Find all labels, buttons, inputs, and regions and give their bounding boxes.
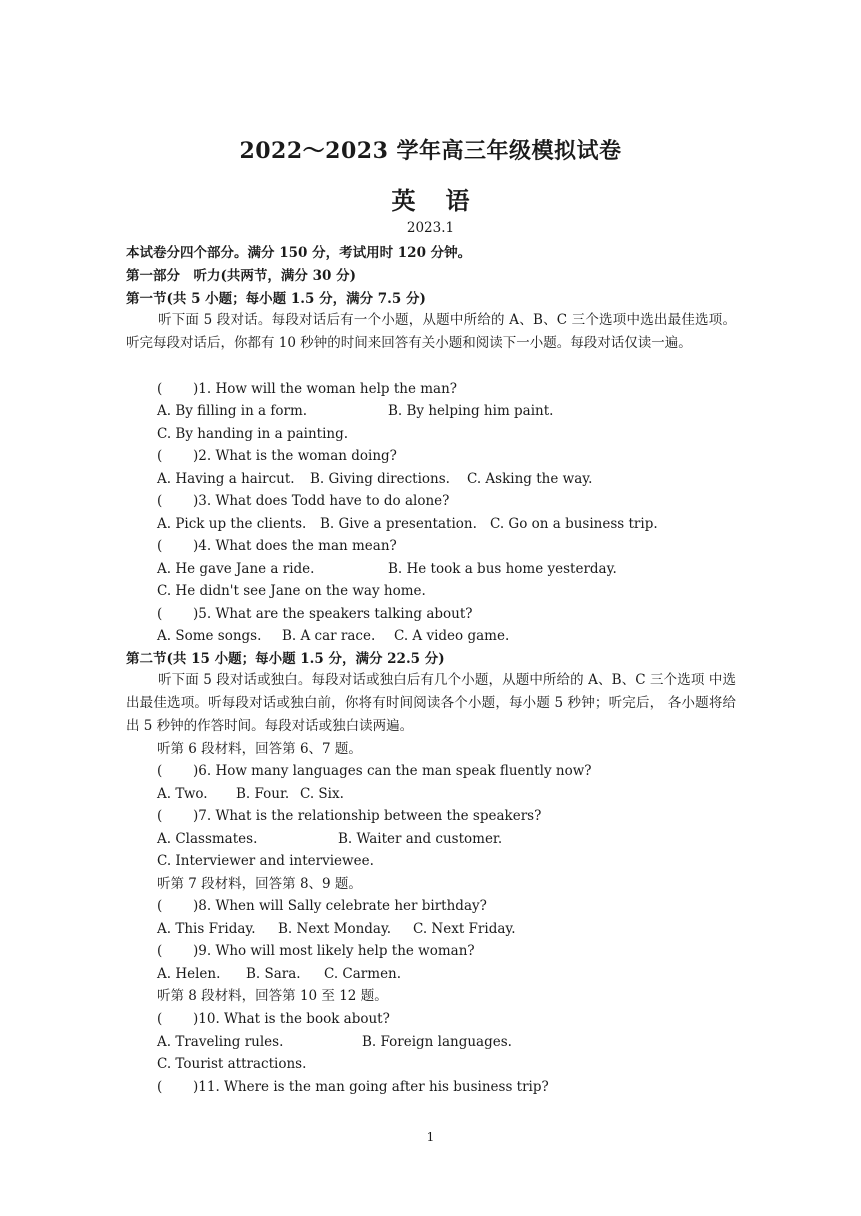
part1-heading: 第一部分 听力(共两节，满分 30 分) — [126, 268, 356, 284]
subject-heading: 英语 — [391, 186, 500, 215]
answer-blank: ( — [157, 943, 163, 959]
answer-blank: ( — [157, 448, 163, 464]
option-c: C. A video game. — [394, 628, 510, 644]
option-b: B. Sara. — [246, 966, 301, 982]
question-stem: )4. What does the man mean? — [193, 538, 397, 554]
question-stem: )9. Who will most likely help the woman? — [193, 943, 475, 959]
question-9 — [157, 942, 475, 960]
option-a: A. He gave Jane a ride. — [157, 561, 315, 577]
option-b: B. By helping him paint. — [388, 403, 554, 419]
option-a: A. Two. — [157, 786, 208, 802]
question-stem: )3. What does Todd have to do alone? — [193, 493, 450, 509]
question-stem: )7. What is the relationship between the speakers? — [193, 808, 542, 824]
option-a: A. By filling in a form. — [157, 403, 308, 419]
option-c: C. Next Friday. — [413, 921, 516, 937]
option-a: A. Helen. — [157, 966, 221, 982]
option-c: C. He didn't see Jane on the way home. — [157, 583, 426, 599]
option-c: C. Asking the way. — [467, 471, 593, 487]
option-a: A. Pick up the clients. — [157, 516, 307, 532]
question-2 — [157, 447, 397, 465]
material-7-note: 听第 7 段材料，回答第 8、9 题。 — [157, 876, 362, 892]
question-6 — [157, 762, 592, 780]
question-8 — [157, 897, 487, 915]
option-c: C. Tourist attractions. — [157, 1056, 307, 1072]
option-c: C. Interviewer and interviewee. — [157, 853, 374, 869]
page-number: 1 — [426, 1130, 435, 1144]
option-b: B. Four. — [236, 786, 290, 802]
question-5 — [157, 605, 473, 623]
option-b: B. Next Monday. — [278, 921, 392, 937]
section2-heading: 第二节(共 15 小题；每小题 1.5 分，满分 22.5 分) — [126, 651, 445, 667]
answer-blank: ( — [157, 1011, 163, 1027]
question-7 — [157, 807, 541, 825]
question-stem: )5. What are the speakers talking about? — [193, 606, 473, 622]
option-b: B. Give a presentation. — [320, 516, 477, 532]
option-a: A. Classmates. — [157, 831, 258, 847]
option-b: B. Waiter and customer. — [338, 831, 503, 847]
exam-intro: 本试卷分四个部分。满分 150 分，考试用时 120 分钟。 — [126, 245, 472, 261]
question-stem: )10. What is the book about? — [193, 1011, 390, 1027]
answer-blank: ( — [157, 898, 163, 914]
question-stem: )2. What is the woman doing? — [193, 448, 397, 464]
question-stem: )1. How will the woman help the man? — [193, 381, 458, 397]
question-3 — [157, 492, 449, 510]
material-6-note: 听第 6 段材料，回答第 6、7 题。 — [157, 741, 362, 757]
option-c: C. By handing in a painting. — [157, 426, 349, 442]
option-c: C. Go on a business trip. — [490, 516, 658, 532]
exam-date: 2023.1 — [406, 220, 455, 236]
answer-blank: ( — [157, 606, 163, 622]
answer-blank: ( — [157, 538, 163, 554]
question-1 — [157, 380, 457, 398]
question-10 — [157, 1010, 390, 1028]
answer-blank: ( — [157, 1079, 163, 1095]
section2-instructions: 听下面 5 段对话或独白。每段对话或独白后有几个小题，从题中所给的 A、B、C 三个选项 中选出最佳选项。听每段对话或独白前，你将有时间阅读各个小题，每小题 5 秒钟；听完后， 各小题将给出 5 秒钟的作答时间。每段对话或独白读两遍。 — [126, 672, 736, 734]
option-b: B. Foreign languages. — [362, 1034, 512, 1050]
option-b: B. He took a bus home yesterday. — [388, 561, 617, 577]
question-stem: )11. Where is the man going after his business trip? — [193, 1079, 549, 1095]
option-c: C. Carmen. — [324, 966, 402, 982]
answer-blank: ( — [157, 493, 163, 509]
option-a: A. Traveling rules. — [157, 1034, 284, 1050]
section1-heading: 第一节(共 5 小题；每小题 1.5 分，满分 7.5 分) — [126, 291, 426, 307]
question-4 — [157, 537, 397, 555]
option-b: B. A car race. — [282, 628, 376, 644]
answer-blank: ( — [157, 808, 163, 824]
answer-blank: ( — [157, 763, 163, 779]
option-a: A. Some songs. — [157, 628, 262, 644]
material-8-note: 听第 8 段材料，回答第 10 至 12 题。 — [157, 988, 388, 1004]
exam-title: 2022～2023 学年高三年级模拟试卷 — [239, 138, 622, 164]
question-11 — [157, 1078, 549, 1096]
answer-blank: ( — [157, 381, 163, 397]
section1-instructions: 听下面 5 段对话。每段对话后有一个小题，从题中所给的 A、B、C 三个选项中选出最佳选项。听完每段对话后，你都有 10 秒钟的时间来回答有关小题和阅读下一小题。每段对话仅读一遍。 — [126, 312, 736, 351]
option-a: A. This Friday. — [157, 921, 256, 937]
question-stem: )6. How many languages can the man speak fluently now? — [193, 763, 592, 779]
question-stem: )8. When will Sally celebrate her birthday? — [193, 898, 487, 914]
option-b: B. Giving directions. — [310, 471, 450, 487]
option-c: C. Six. — [300, 786, 344, 802]
option-a: A. Having a haircut. — [157, 471, 295, 487]
